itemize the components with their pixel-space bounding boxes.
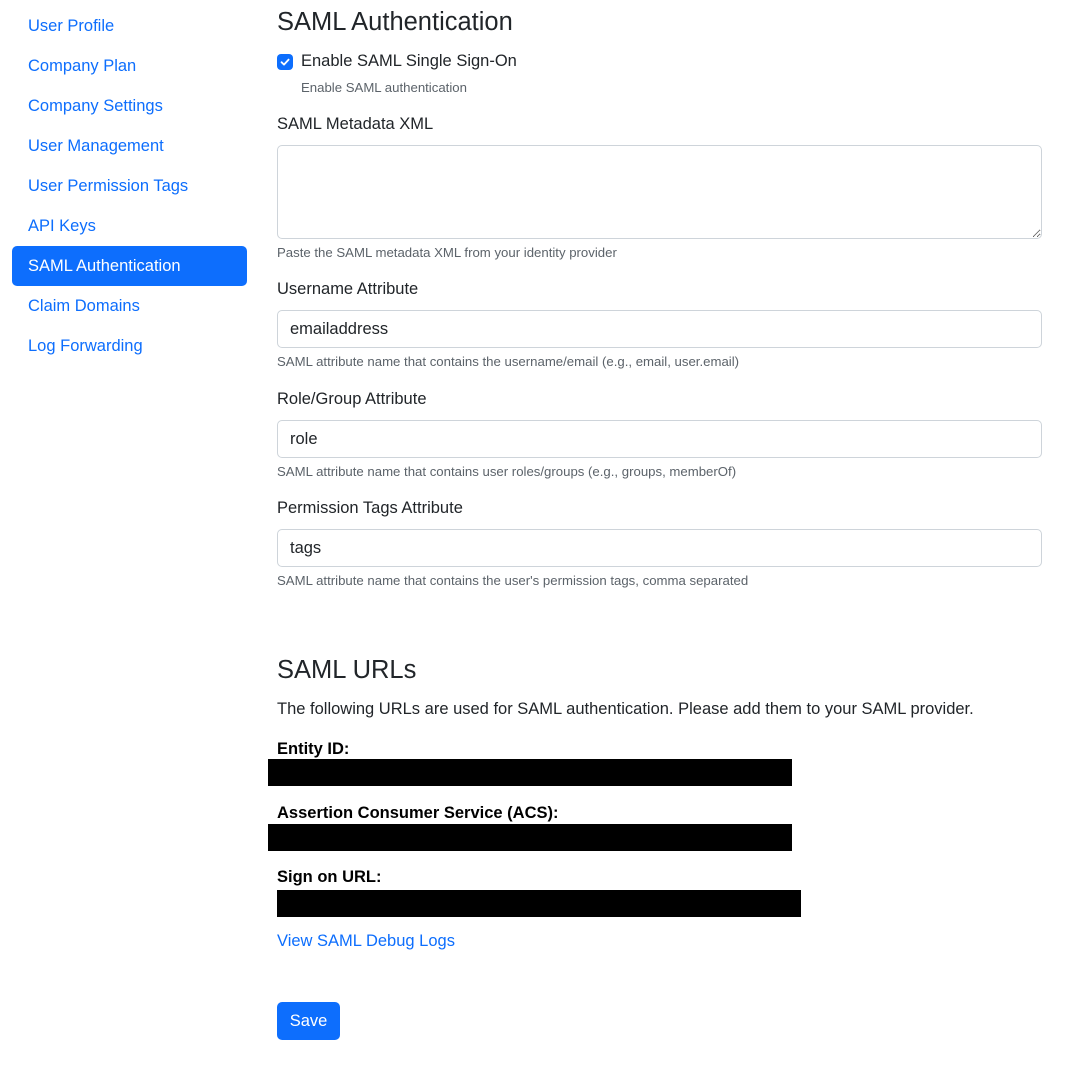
sidebar-item-user-profile[interactable]: User Profile (28, 17, 115, 35)
sidebar-item-user-management[interactable]: User Management (28, 137, 164, 155)
view-saml-debug-logs-link[interactable]: View SAML Debug Logs (277, 932, 455, 950)
username-attribute-label: Username Attribute (277, 280, 419, 298)
username-attribute-help: SAML attribute name that contains the username/email (e.g., email, user.email) (277, 354, 740, 369)
acs-label: Assertion Consumer Service (ACS): (277, 804, 559, 822)
metadata-label: SAML Metadata XML (277, 115, 434, 133)
sidebar-item-api-keys[interactable]: API Keys (28, 217, 96, 235)
sidebar-item-company-plan[interactable]: Company Plan (28, 57, 137, 75)
permission-tags-attribute-input[interactable] (277, 529, 1042, 567)
entity-id-label: Entity ID: (277, 740, 350, 758)
enable-saml-checkbox[interactable] (277, 54, 293, 70)
settings-sidebar (12, 6, 247, 366)
saml-urls-heading: SAML URLs (277, 656, 417, 684)
sidebar-item-user-permission-tags[interactable]: User Permission Tags (28, 177, 189, 195)
role-attribute-input[interactable] (277, 420, 1042, 458)
acs-url-redacted (268, 824, 792, 851)
sidebar-item-saml-authentication[interactable]: SAML Authentication (12, 246, 247, 286)
permission-tags-attribute-label: Permission Tags Attribute (277, 499, 463, 517)
sign-on-url-label: Sign on URL: (277, 868, 382, 886)
permission-tags-attribute-help: SAML attribute name that contains the user's permission tags, comma separated (277, 573, 749, 588)
metadata-xml-textarea[interactable] (277, 145, 1042, 239)
save-button[interactable]: Save (277, 1002, 340, 1040)
enable-saml-help: Enable SAML authentication (301, 80, 467, 95)
role-attribute-help: SAML attribute name that contains user roles/groups (e.g., groups, memberOf) (277, 464, 737, 479)
checkmark-icon (280, 57, 290, 67)
role-attribute-label: Role/Group Attribute (277, 390, 427, 408)
sign-on-url-redacted (277, 890, 801, 917)
sidebar-item-claim-domains[interactable]: Claim Domains (28, 297, 140, 315)
saml-urls-description: The following URLs are used for SAML authentication. Please add them to your SAML provider. (277, 700, 974, 718)
sidebar-item-log-forwarding[interactable]: Log Forwarding (28, 337, 143, 355)
sidebar-item-company-settings[interactable]: Company Settings (28, 97, 163, 115)
entity-id-redacted (268, 759, 792, 786)
enable-saml-label[interactable]: Enable SAML Single Sign-On (301, 52, 517, 70)
metadata-help: Paste the SAML metadata XML from your identity provider (277, 245, 617, 260)
page-title: SAML Authentication (277, 8, 513, 36)
username-attribute-input[interactable] (277, 310, 1042, 348)
